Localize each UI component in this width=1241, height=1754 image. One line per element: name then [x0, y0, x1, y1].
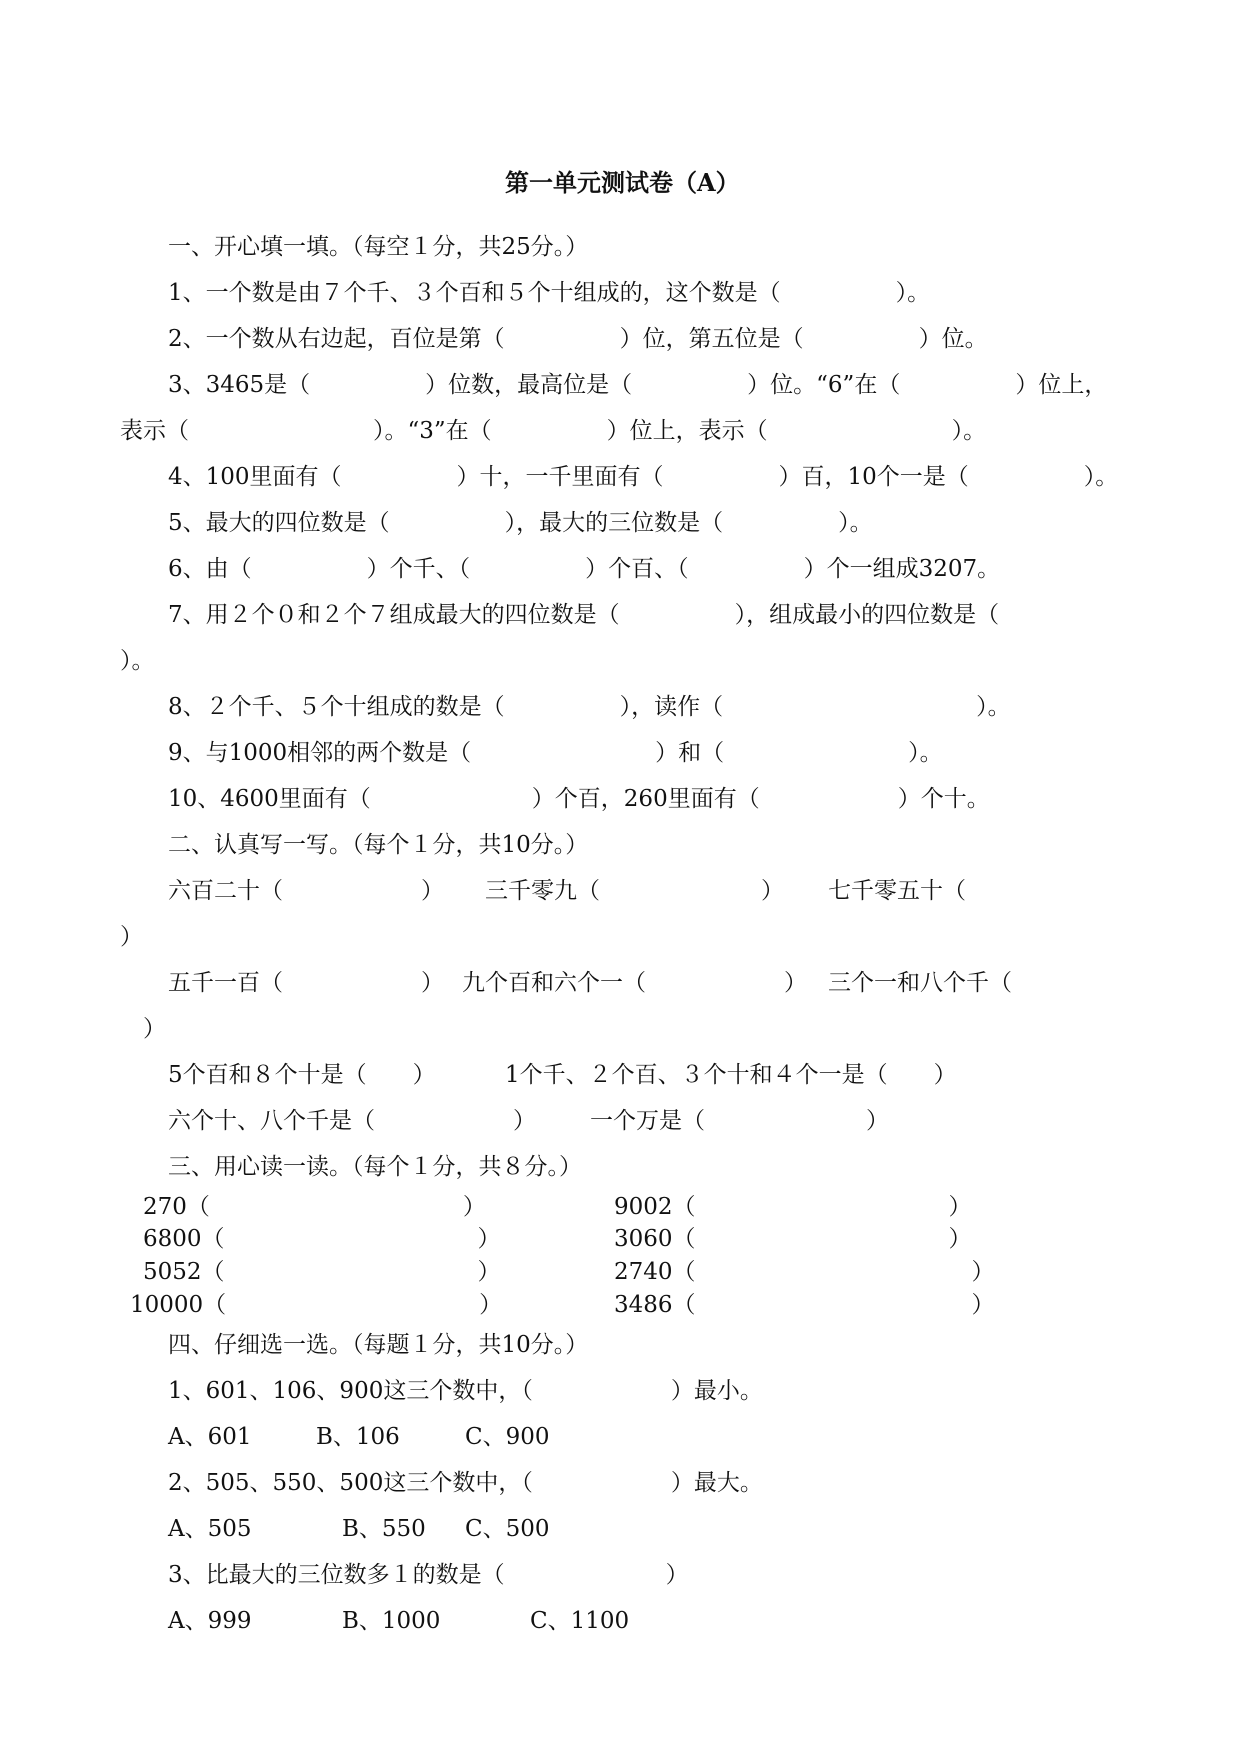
choice-question-1: 1、601、106、900这三个数中，（ ）最小。	[168, 1378, 763, 1404]
read-item: 6800（ ）	[143, 1226, 501, 1252]
question-1-3-line-1: 3、3465是（ ）位数，最高位是（ ）位。“6”在（ ）位上，	[168, 372, 1108, 398]
write-item: 九个百和六个一（ ）	[462, 970, 807, 996]
read-item: 3486（ ）	[614, 1292, 995, 1318]
choice-option: C、500	[465, 1516, 550, 1542]
choice-option: A、601	[168, 1424, 252, 1450]
choice-option: A、505	[168, 1516, 252, 1542]
write-item: 七千零五十（	[828, 878, 966, 904]
section-2-heading: 二、认真写一写。（每个１分，共10分。）	[168, 832, 589, 858]
write-item: 三千零九（ ）	[485, 878, 784, 904]
section-3-heading: 三、用心读一读。（每个１分，共８分。）	[168, 1154, 582, 1180]
read-item: 10000（ ）	[130, 1292, 503, 1318]
question-1-3-line-2: 表示（ ）。“3”在（ ）位上，表示（ ）。	[120, 418, 987, 444]
write-item: 六个十、八个千是（ ）	[168, 1108, 536, 1134]
question-1-1: 1、一个数是由７个千、３个百和５个十组成的，这个数是（ ）。	[168, 280, 931, 306]
read-item: 270（ ）	[143, 1194, 486, 1220]
write-item-close: ）	[143, 1016, 166, 1042]
read-item: 2740（ ）	[614, 1259, 995, 1285]
question-1-7-line-1: 7、用２个０和２个７组成最大的四位数是（ ），组成最小的四位数是（	[168, 602, 1000, 628]
write-item: 5个百和８个十是（ ）	[168, 1062, 436, 1088]
choice-option: B、1000	[342, 1608, 441, 1634]
choice-option: B、106	[316, 1424, 400, 1450]
section-1-heading: 一、开心填一填。（每空１分，共25分。）	[168, 234, 589, 260]
question-1-8: 8、２个千、５个十组成的数是（ ），读作（ ）。	[168, 694, 1011, 720]
page-title: 第一单元测试卷（A）	[505, 168, 740, 197]
write-item: 一个万是（ ）	[590, 1108, 889, 1134]
question-1-5: 5、最大的四位数是（ ），最大的三位数是（ ）。	[168, 510, 873, 536]
choice-option: A、999	[168, 1608, 252, 1634]
question-1-6: 6、由（ ）个千、（ ）个百、（ ）个一组成3207。	[168, 556, 1001, 582]
choice-question-2: 2、505、550、500这三个数中，（ ）最大。	[168, 1470, 763, 1496]
choice-option: C、1100	[530, 1608, 630, 1634]
choice-question-3: 3、比最大的三位数多１的数是（ ）	[168, 1562, 689, 1588]
write-item: 三个一和八个千（	[828, 970, 1012, 996]
read-item: 9002（ ）	[614, 1194, 972, 1220]
choice-option: B、550	[342, 1516, 426, 1542]
section-4-heading: 四、仔细选一选。（每题１分，共10分。）	[168, 1332, 589, 1358]
question-1-7-line-2: ）。	[120, 648, 155, 674]
question-1-9: 9、与1000相邻的两个数是（ ）和（ ）。	[168, 740, 943, 766]
read-item: 5052（ ）	[143, 1259, 501, 1285]
question-1-10: 10、4600里面有（ ）个百，260里面有（ ）个十。	[168, 786, 990, 812]
write-item: 六百二十（ ）	[168, 878, 444, 904]
write-item: 五千一百（ ）	[168, 970, 444, 996]
write-item-close: ）	[120, 924, 143, 950]
read-item: 3060（ ）	[614, 1226, 972, 1252]
question-1-2: 2、一个数从右边起，百位是第（ ）位，第五位是（ ）位。	[168, 326, 988, 352]
choice-option: C、900	[465, 1424, 550, 1450]
question-1-4: 4、100里面有（ ）十，一千里面有（ ）百，10个一是（ ）。	[168, 464, 1119, 490]
write-item: 1个千、２个百、３个十和４个一是（ ）	[505, 1062, 957, 1088]
